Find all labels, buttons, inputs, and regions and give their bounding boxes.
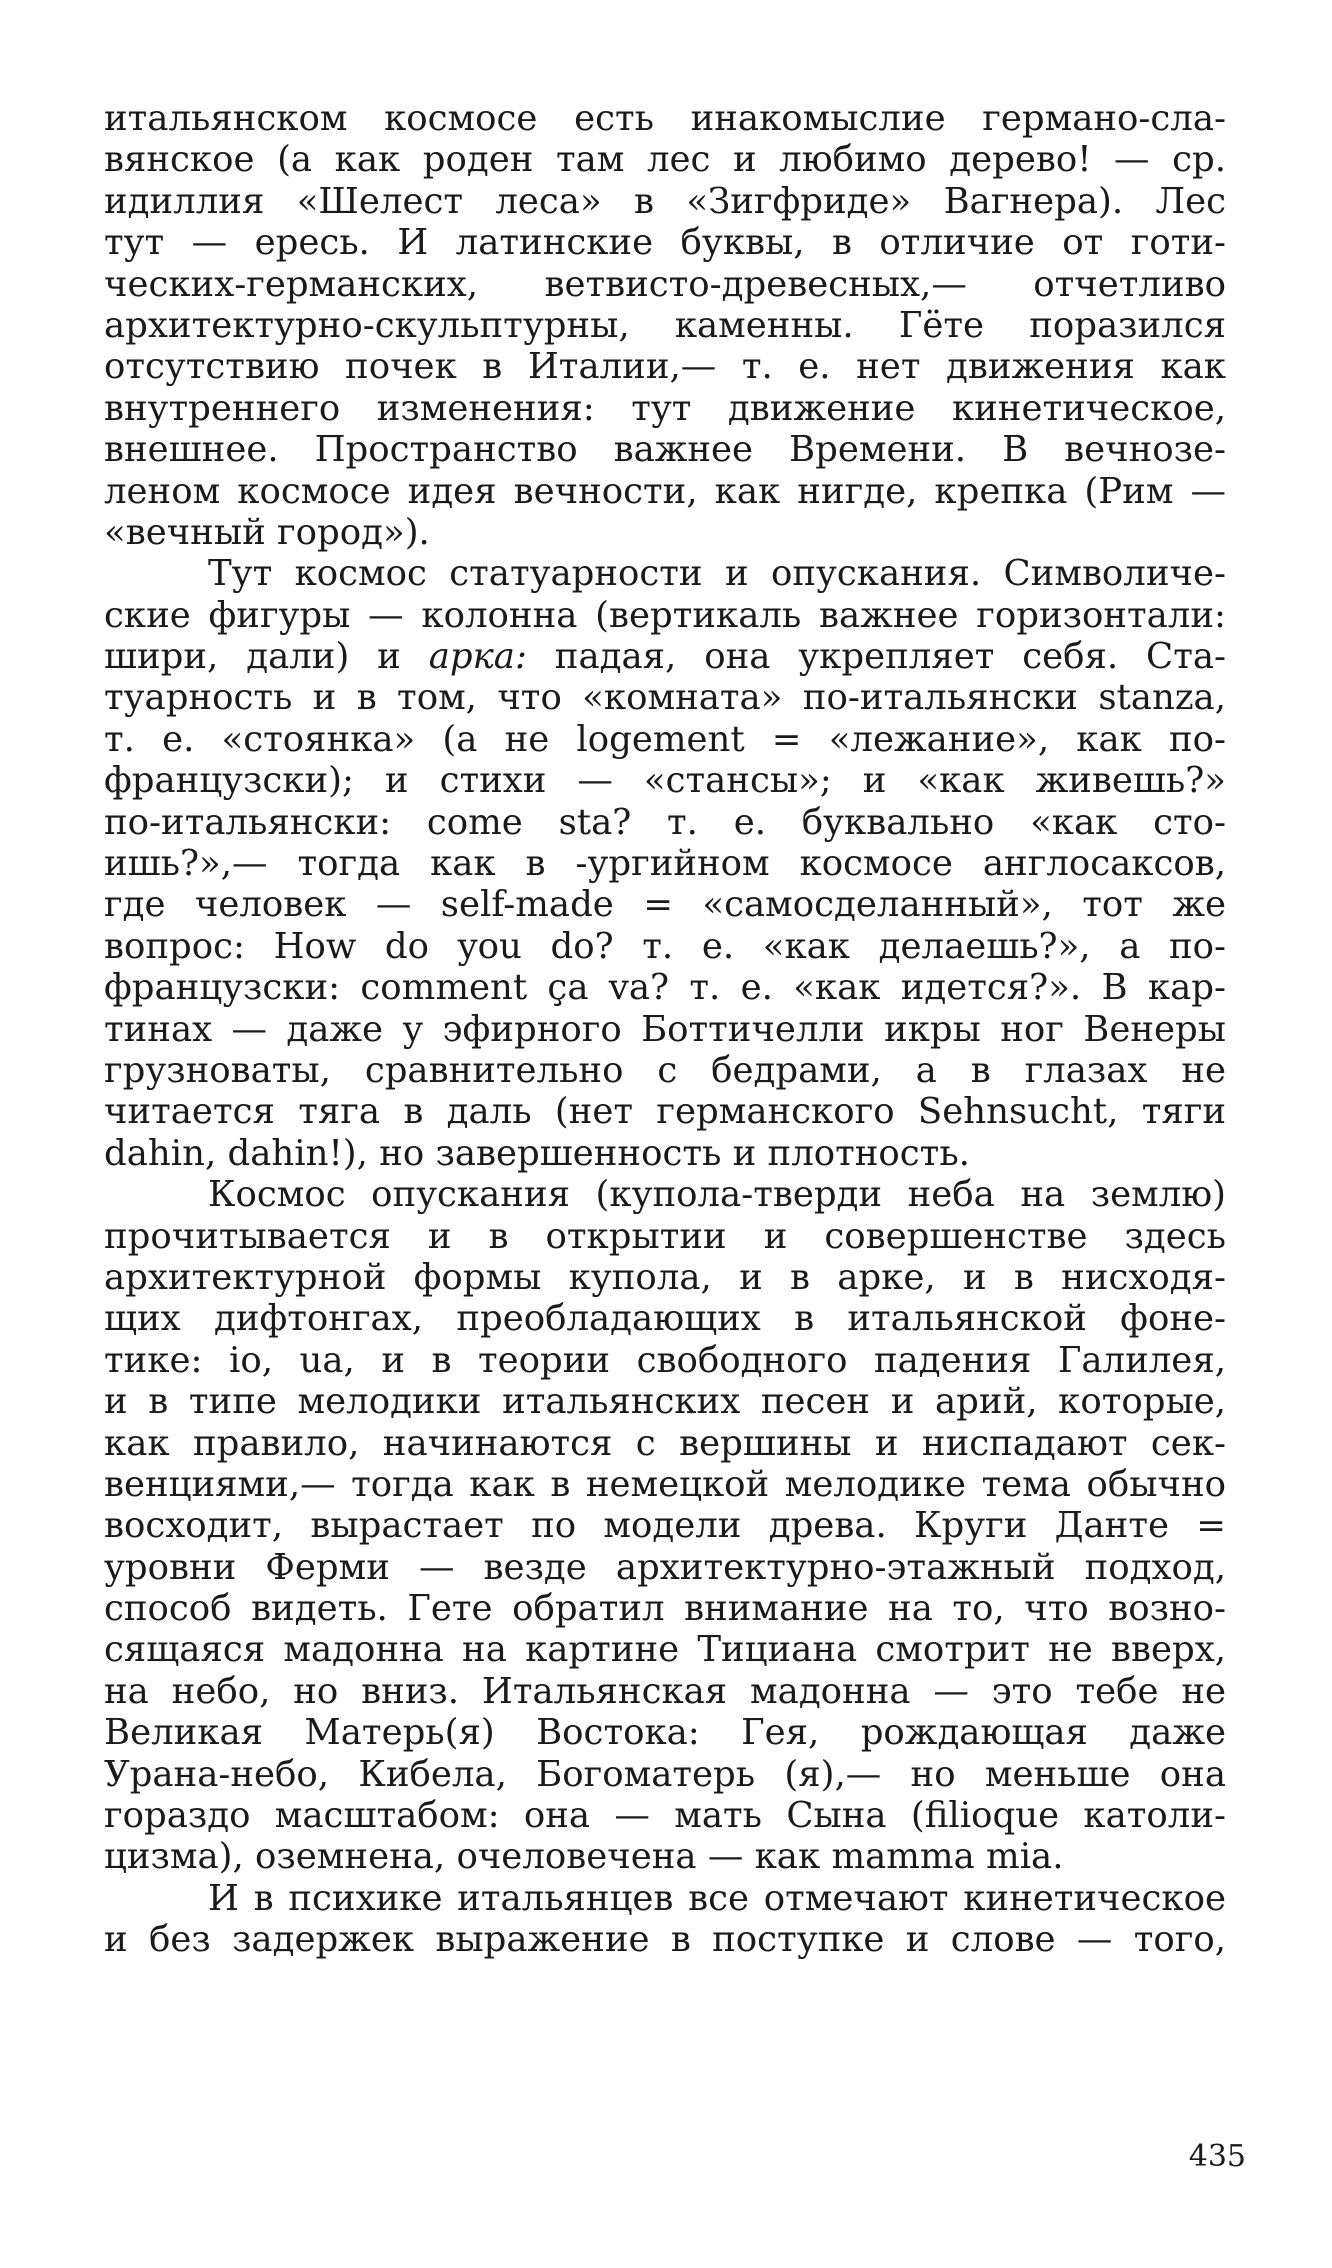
text-line: и в типе мелодики итальянских песен и арий, которые, (104, 1381, 1226, 1423)
text-line: леном космосе идея вечности, как нигде, крепка (Рим — (104, 470, 1226, 512)
text-line: тике: io, ua, и в теории свободного падения Галилея, (104, 1339, 1226, 1381)
text-line: Космос опускания (купола-тверди неба на землю) (208, 1174, 1226, 1216)
page-text (104, 98, 1226, 1961)
text-line: Тут космос статуарности и опускания. Символиче- (208, 553, 1226, 595)
text-line-with-italic (104, 636, 1226, 677)
text-line: венциями,— тогда как в немецкой мелодике тема обычно (104, 1463, 1226, 1505)
text-line: туарность и в том, что «комната» по-итальянски stanza, (104, 677, 1226, 719)
text-line: ческих-германских, ветвисто-древесных,— отчетливо (104, 263, 1226, 305)
text-line: читается тяга в даль (нет германского Sehnsucht, тяги (104, 1091, 1226, 1133)
text-line: итальянском космосе есть инакомыслие германо-сла- (104, 98, 1226, 139)
text-line: цизма), оземнена, очеловечена — как mamma mia. (104, 1836, 1064, 1878)
text-line: т. е. «стоянка» (а не logement = «лежание», как по- (104, 718, 1226, 760)
text-line: И в психике итальянцев все отмечают кинетическое (208, 1877, 1226, 1919)
text-line: гораздо масштабом: она — мать Сына (filioque католи- (104, 1795, 1226, 1837)
text-line: архитектурной формы купола, и в арке, и в нисходя- (104, 1256, 1226, 1298)
text-segment: шири, дали) и (104, 636, 429, 678)
paragraph-4 (104, 1878, 1226, 1961)
text-line: французски: comment ça va? т. е. «как идется?». В кар- (104, 967, 1226, 1009)
text-line: вопрос: How do you do? т. е. «как делаешь?», а по- (104, 925, 1226, 967)
text-line: на небо, но вниз. Итальянская мадонна — это тебе не (104, 1670, 1226, 1712)
text-line: тинах — даже у эфирного Боттичелли икры ног Венеры (104, 1008, 1226, 1050)
text-line: отсутствию почек в Италии,— т. е. нет движения как (104, 346, 1226, 388)
text-line: внешнее. Пространство важнее Времени. В вечнозе- (104, 429, 1226, 471)
paragraph-2 (104, 553, 1226, 1174)
text-line: идиллия «Шелест леса» в «Зигфриде» Вагнера). Лес (104, 180, 1226, 222)
italic-word: арка: (428, 636, 527, 678)
text-line: тут — ересь. И латинские буквы, в отличие от готи- (104, 222, 1226, 264)
text-line: архитектурно-скульптурны, каменны. Гёте поразился (104, 304, 1226, 346)
text-line: восходит, вырастает по модели древа. Круги Данте = (104, 1505, 1226, 1547)
text-line: где человек — self-made = «самосделанный», тот же (104, 884, 1226, 926)
text-line: способ видеть. Гете обратил внимание на то, что возно- (104, 1588, 1226, 1630)
text-line: и без задержек выражение в поступке и слове — того, (104, 1919, 1226, 1961)
text-line: грузноваты, сравнительно с бедрами, а в глазах не (104, 1049, 1226, 1091)
text-line: прочитывается и в открытии и совершенстве здесь (104, 1215, 1226, 1257)
text-line: Урана-небо, Кибела, Богоматерь (я),— но меньше она (104, 1753, 1226, 1795)
text-segment: падая, она укрепляет себя. Ста- (526, 636, 1227, 678)
text-line: уровни Ферми — везде архитектурно-этажный подход, (104, 1546, 1226, 1588)
text-line: сящаяся мадонна на картине Тициана смотрит не вверх, (104, 1629, 1226, 1671)
paragraph-3 (104, 1174, 1226, 1878)
text-line: dahin, dahin!), но завершенность и плотность. (104, 1132, 970, 1174)
text-line: ишь?»,— тогда как в -ургийном космосе англосаксов, (104, 843, 1226, 885)
text-line: внутреннего изменения: тут движение кинетическое, (104, 387, 1226, 429)
text-line: как правило, начинаются с вершины и ниспадают сек- (104, 1422, 1226, 1464)
text-line: ские фигуры — колонна (вертикаль важнее горизонтали: (104, 594, 1226, 636)
text-line: Великая Матерь(я) Востока: Гея, рождающая даже (104, 1712, 1226, 1754)
text-line: по-итальянски: come sta? т. е. буквально «как сто- (104, 801, 1226, 843)
text-line: щих дифтонгах, преобладающих в итальянской фоне- (104, 1298, 1226, 1340)
page-number: 435 (1188, 2139, 1246, 2174)
paragraph-1 (104, 98, 1226, 553)
text-line: «вечный город»). (104, 511, 430, 553)
text-line: французски); и стихи — «стансы»; и «как живешь?» (104, 760, 1226, 802)
text-line: вянское (а как роден там лес и любимо дерево! — ср. (104, 139, 1226, 181)
